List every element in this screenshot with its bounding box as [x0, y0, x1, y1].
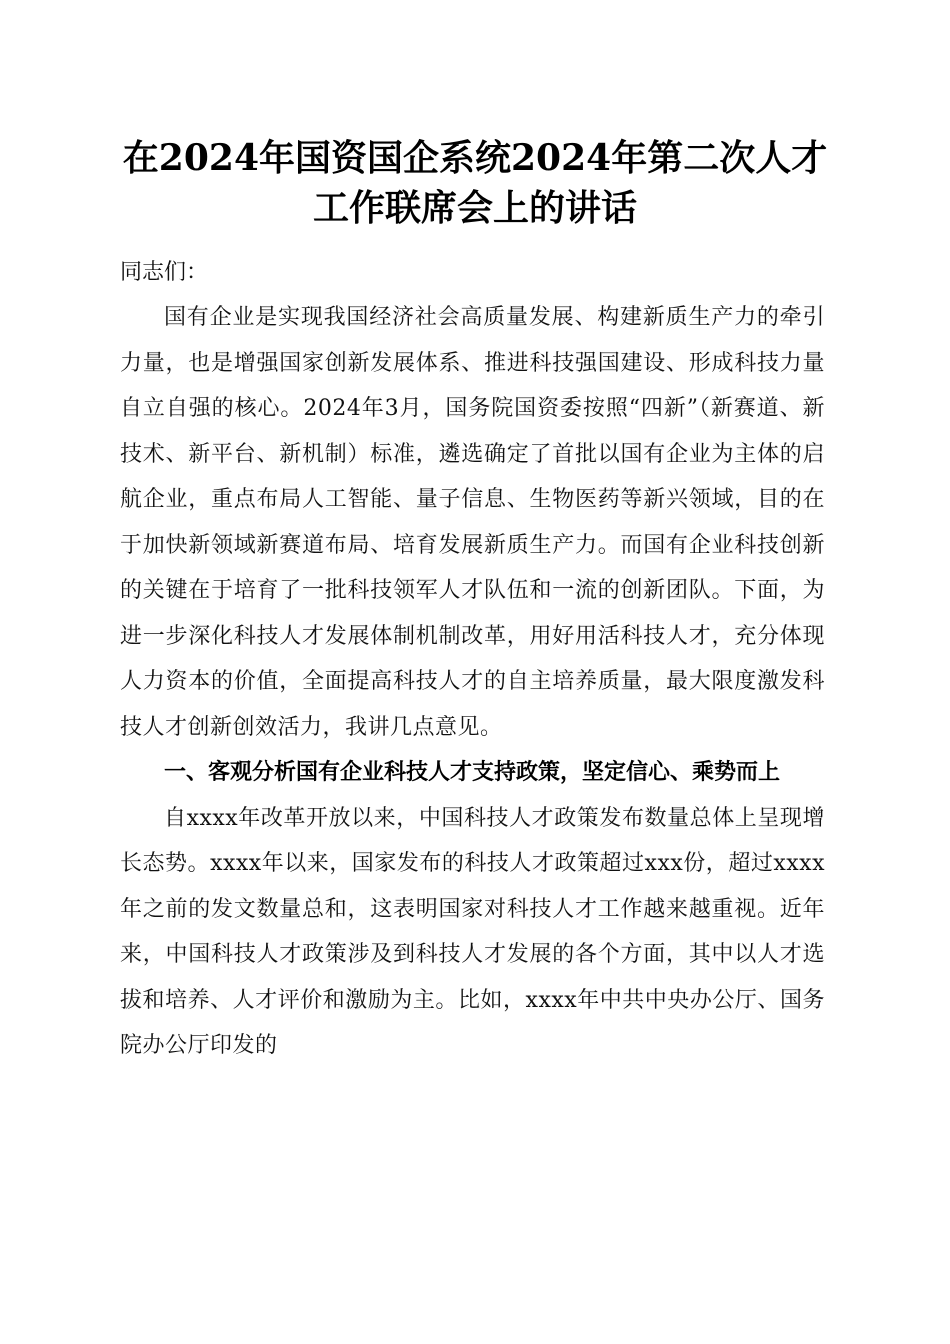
section-heading-1: 一、客观分析国有企业科技人才支持政策，坚定信心、乘势而上 [164, 760, 781, 785]
document-body [120, 250, 825, 1069]
salutation: 同志们： [120, 260, 209, 285]
document-title: 在2024年国资国企系统2024年第二次人才工作联席会上的讲话 [122, 137, 828, 229]
section-1-paragraph: 自xxxx年改革开放以来，中国科技人才政策发布数量总体上呈现增长态势。xxxx年以来，国家发布的科技人才政策超过xxx份，超过xxxx年之前的发文数量总和，这表明国家对科技人才工作越来越重视。近年来，中国科技人才政策涉及到科技人才发展的各个方面，其中以人才选拔和培养、人才评价和激励为主。比如，xxxx年中共中央办公厅、国务院办公厅印发的 [120, 805, 825, 1058]
intro-paragraph: 国有企业是实现我国经济社会高质量发展、构建新质生产力的牵引力量，也是增强国家创新发展体系、推进科技强国建设、形成科技力量自立自强的核心。2024年3月，国务院国资委按照“四新”（新赛道、新技术、新平台、新机制）标准，遴选确定了首批以国有企业为主体的启航企业，重点布局人工智能、量子信息、生物医药等新兴领域，目的在于加快新领域新赛道布局、培育发展新质生产力。而国有企业科技创新的关键在于培育了一批科技领军人才队伍和一流的创新团队。下面，为进一步深化科技人才发展体制机制改革，用好用活科技人才，充分体现人力资本的价值，全面提高科技人才的自主培养质量，最大限度激发科技人才创新创效活力，我讲几点意见。 [120, 305, 825, 740]
